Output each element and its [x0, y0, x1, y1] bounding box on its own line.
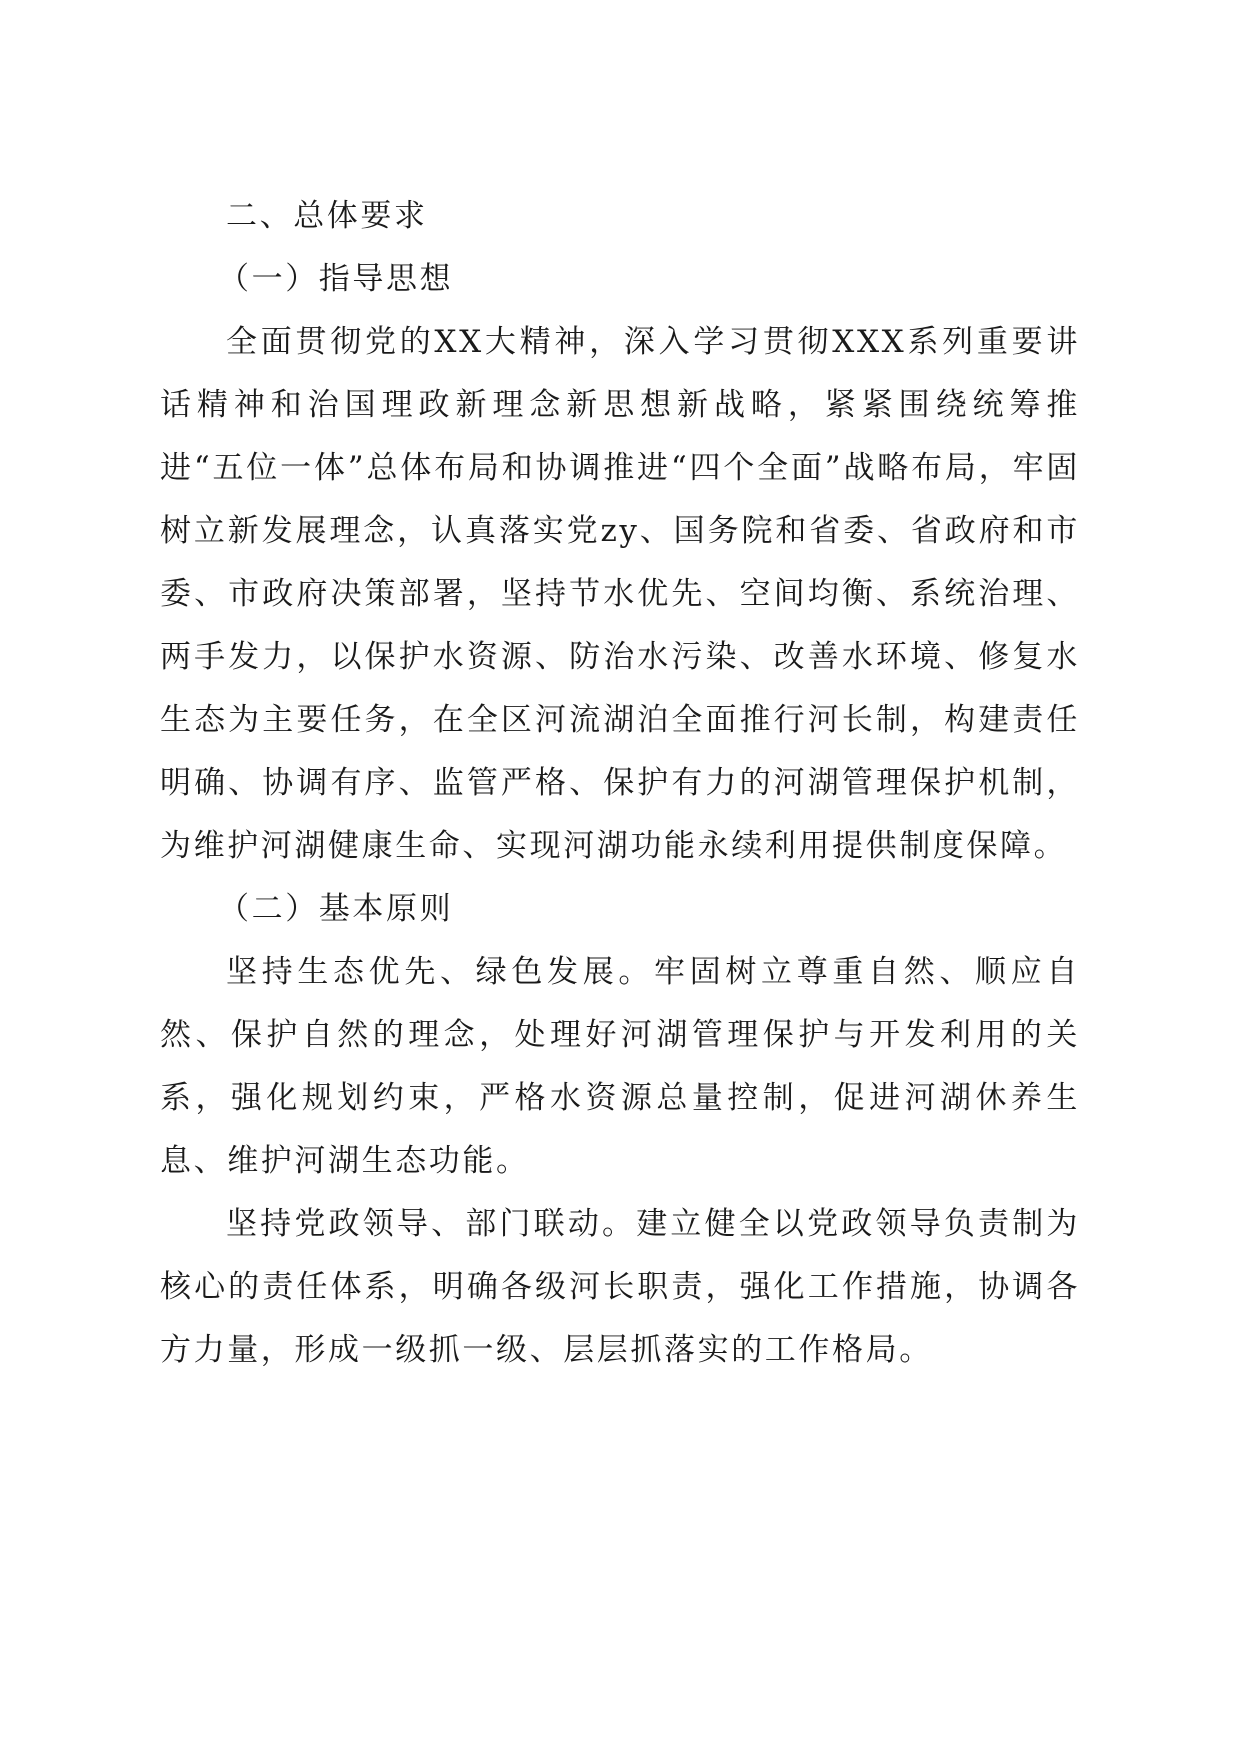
section-title: 二、总体要求 — [226, 198, 428, 234]
paragraph-principle-ecology: 坚持生态优先、绿色发展。牢固树立尊重自然、顺应自然、保护自然的理念，处理好河湖管理保护与开发利用的关系，强化规划约束，严格水资源总量控制，促进河湖休养生息、维护河湖生态功能。 — [160, 954, 1080, 1179]
paragraph-principle-leadership: 坚持党政领导、部门联动。建立健全以党政领导负责制为核心的责任体系，明确各级河长职责，强化工作措施，协调各方力量，形成一级抓一级、层层抓落实的工作格局。 — [160, 1206, 1080, 1368]
document-body — [160, 185, 1080, 1382]
subsection-title-basic-principles: （二）基本原则 — [218, 891, 454, 927]
paragraph-guiding-ideology: 全面贯彻党的XX大精神，深入学习贯彻XXX系列重要讲话精神和治国理政新理念新思想新战略，紧紧围绕统筹推进“五位一体”总体布局和协调推进“四个全面”战略布局，牢固树立新发展理念，认真落实党zy、国务院和省委、省政府和市委、市政府决策部署，坚持节水优先、空间均衡、系统治理、两手发力，以保护水资源、防治水污染、改善水环境、修复水生态为主要任务，在全区河流湖泊全面推行河长制，构建责任明确、协调有序、监管严格、保护有力的河湖管理保护机制，为维护河湖健康生命、实现河湖功能永续利用提供制度保障。 — [160, 324, 1080, 864]
subsection-title-guiding-ideology: （一）指导思想 — [218, 261, 454, 297]
